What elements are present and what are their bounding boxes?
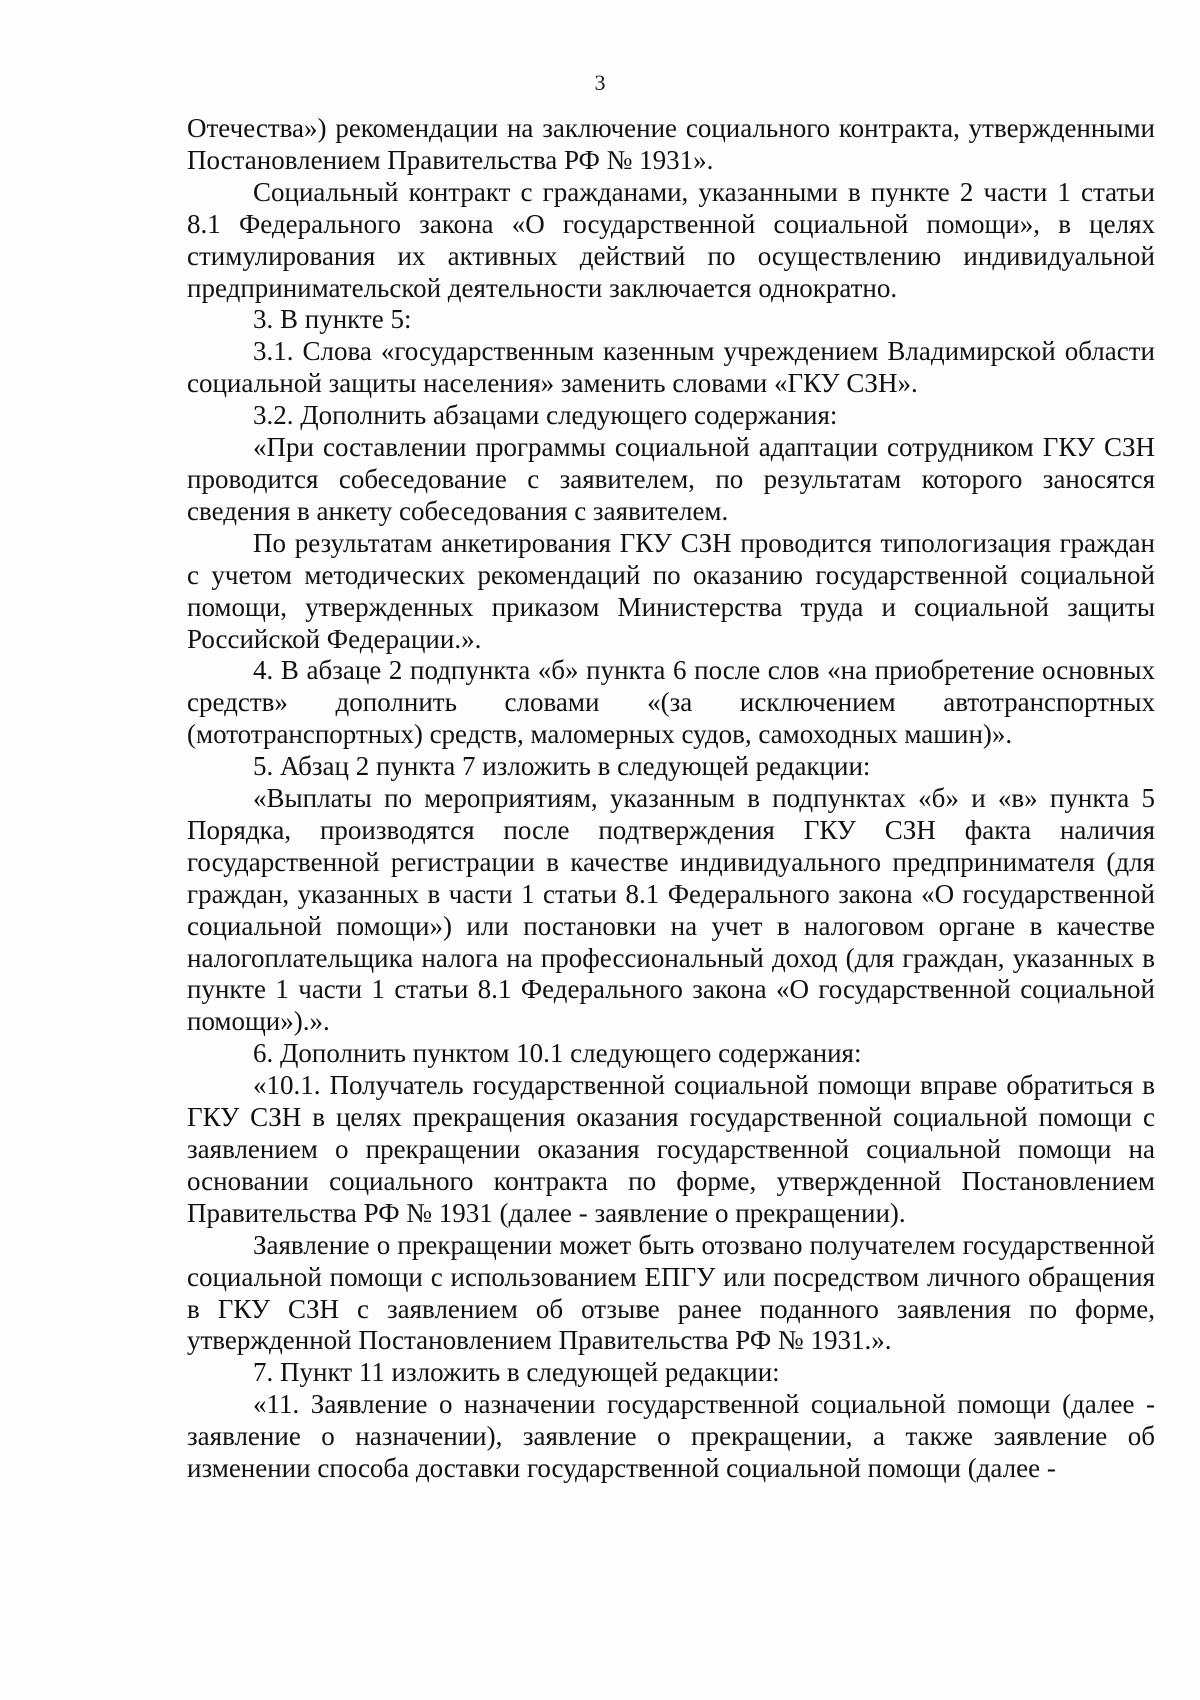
paragraph: 4. В абзаце 2 подпункта «б» пункта 6 после слов «на приобретение основных средств» дополнить словами «(за исключением автотранспортных (мототранспортных) средств, маломерных судов, самоходных машин)». (187, 655, 1155, 750)
paragraph: «10.1. Получатель государственной социальной помощи вправе обратиться в ГКУ СЗН в целях прекращения оказания государственной социальной помощи с заявлением о прекращении оказания государственной социальной помощи на основании социального контракта по форме, утвержденной Постановлением Правительства РФ № 1931 (далее - заявление о прекращении). (187, 1070, 1155, 1228)
paragraph: 6. Дополнить пунктом 10.1 следующего содержания: (253, 1038, 862, 1069)
document-body (187, 113, 1155, 1485)
paragraph: «11. Заявление о назначении государственной социальной помощи (далее - заявление о назначении), заявление о прекращении, а также заявление об изменении способа доставки государственной социальной помощи (далее - (187, 1389, 1155, 1484)
page-number: 3 (594, 70, 606, 95)
paragraph: «Выплаты по мероприятиям, указанным в подпунктах «б» и «в» пункта 5 Порядка, производятся после подтверждения ГКУ СЗН факта наличия государственной регистрации в качестве индивидуального предпринимателя (для граждан, указанных в части 1 статьи 8.1 Федерального закона «О государственной социальной помощи») или постановки на учет в налоговом органе в качестве налогоплательщика налога на профессиональный доход (для граждан, указанных в пункте 1 части 1 статьи 8.1 Федерального закона «О государственной социальной помощи»).». (187, 783, 1155, 1037)
paragraph: Отечества») рекомендации на заключение социального контракта, утвержденными Постановлением Правительства РФ № 1931». (187, 113, 1155, 175)
paragraph: 3.1. Слова «государственным казенным учреждением Владимирской области социальной защиты населения» заменить словами «ГКУ СЗН». (187, 336, 1155, 399)
paragraph: Социальный контракт с гражданами, указанными в пункте 2 части 1 статьи 8.1 Федерального закона «О государственной социальной помощи», в целях стимулирования их активных действий по осуществлению индивидуальной предпринимательской деятельности заключается однократно. (187, 176, 1155, 303)
paragraph: 5. Абзац 2 пункта 7 изложить в следующей редакции: (253, 751, 871, 782)
paragraph: Заявление о прекращении может быть отозвано получателем государственной социальной помощи с использованием ЕПГУ или посредством личного обращения в ГКУ СЗН с заявлением об отзыве ранее поданного заявления по форме, утвержденной Постановлением Правительства РФ № 1931.». (187, 1229, 1155, 1356)
paragraph: «При составлении программы социальной адаптации сотрудником ГКУ СЗН проводится собеседование с заявителем, по результатам которого заносятся сведения в анкету собеседования с заявителем. (187, 432, 1155, 526)
paragraph: 7. Пункт 11 изложить в следующей редакции: (253, 1357, 780, 1388)
paragraph: 3.2. Дополнить абзацами следующего содержания: (253, 400, 838, 431)
paragraph: 3. В пункте 5: (253, 304, 412, 335)
paragraph: По результатам анкетирования ГКУ СЗН проводится типологизация граждан с учетом методических рекомендаций по оказанию государственной социальной помощи, утвержденных приказом Министерства труда и социальной защиты Российской Федерации.». (187, 527, 1155, 654)
